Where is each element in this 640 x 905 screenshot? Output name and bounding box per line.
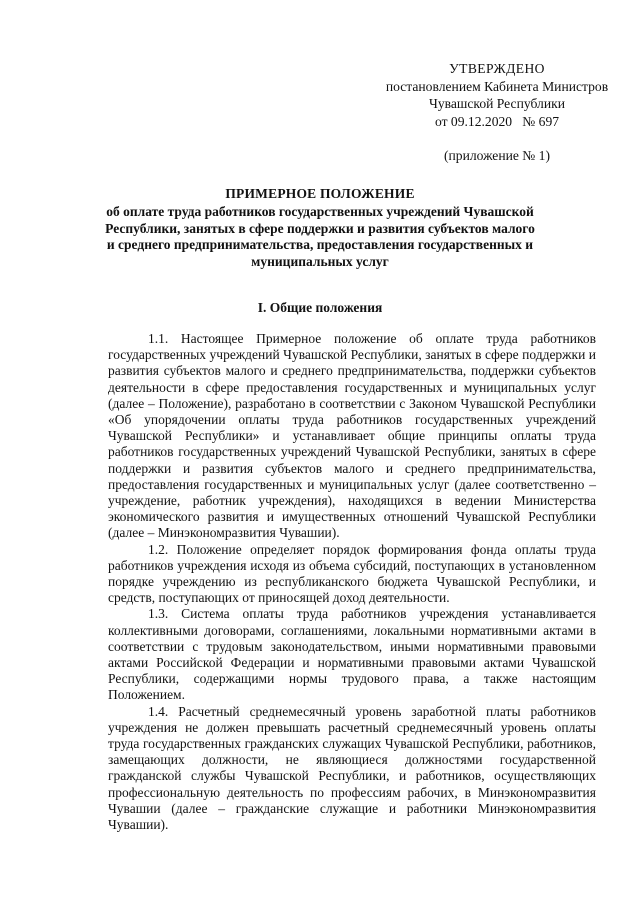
paragraph-1-3: 1.3. Система оплаты труда работников учреждения устанавливается коллективными договорами, соглашениями, локальными нормативными актами в соответствии с трудовым законодательством, иными нормативными правовыми актами Российской Федерации и нормативными правовыми актами Чувашской Республики, содержащими нормы трудового права, а также настоящим Положением. [108,606,596,703]
paragraph-1-2: 1.2. Положение определяет порядок формирования фонда оплаты труда работников учреждения исходя из объема субсидий, поступающих в установленном порядке учреждению из республиканского бюджета Чувашской Республики, и средств, поступающих от приносящей доход деятельности. [108,541,596,606]
document-title-block [100,186,540,271]
paragraph-1-4: 1.4. Расчетный среднемесячный уровень заработной платы работников учреждения не должен превышать расчетный среднемесячный уровень оплаты труда государственных гражданских служащих Чувашской Республики, работников, замещающих должности, не являющиеся должностями государственной гражданской службы Чувашской Республики, и работников, осуществляющих профессиональную деятельность по профессиям рабочих, в Минэкономразвития Чувашии (далее – гражданские служащие и работники Минэкономразвития Чувашии). [108,703,596,833]
appendix-note: (приложение № 1) [443,148,551,163]
approval-stamp [362,60,632,165]
document-subtitle: об оплате труда работников государственных учреждений Чувашской Республики, занятых в сфере поддержки и развития субъектов малого и среднего предпринимательства, предоставления государственных и муниципальных услуг [105,203,535,270]
approval-line-3: от 09.12.2020 № 697 [434,113,560,129]
section-heading: I. Общие положения [257,300,383,315]
approval-line-1: постановлением Кабинета Министров [385,78,609,94]
approval-line-2: Чувашской Республики [429,96,565,111]
approval-heading: УТВЕРЖДЕНО [449,61,545,76]
paragraph-1-1: 1.1. Настоящее Примерное положение об оплате труда работников государственных учреждений Чувашской Республики, занятых в сфере поддержки и развития субъектов малого и среднего предпринимательства, поддержки субъектов деятельности в сфере предоставления государственных и муниципальных услуг (далее – Положение), разработано в соответствии с Законом Чувашской Республики «Об упорядочении оплаты труда работников государственных учреждений Чувашской Республики» и устанавливает общие принципы оплаты труда работников государственных учреждений Чувашской Республики, занятых в сфере поддержки и развития субъектов малого и среднего предпринимательства, предоставления государственных и муниципальных услуг (далее соответственно – учреждение, работник учреждения), находящихся в ведении Министерства экономического развития и имущественных отношений Чувашской Республики (далее – Минэкономразвития Чувашии). [108,331,596,541]
document-title: ПРИМЕРНОЕ ПОЛОЖЕНИЕ [225,186,415,201]
document-body [108,331,596,833]
